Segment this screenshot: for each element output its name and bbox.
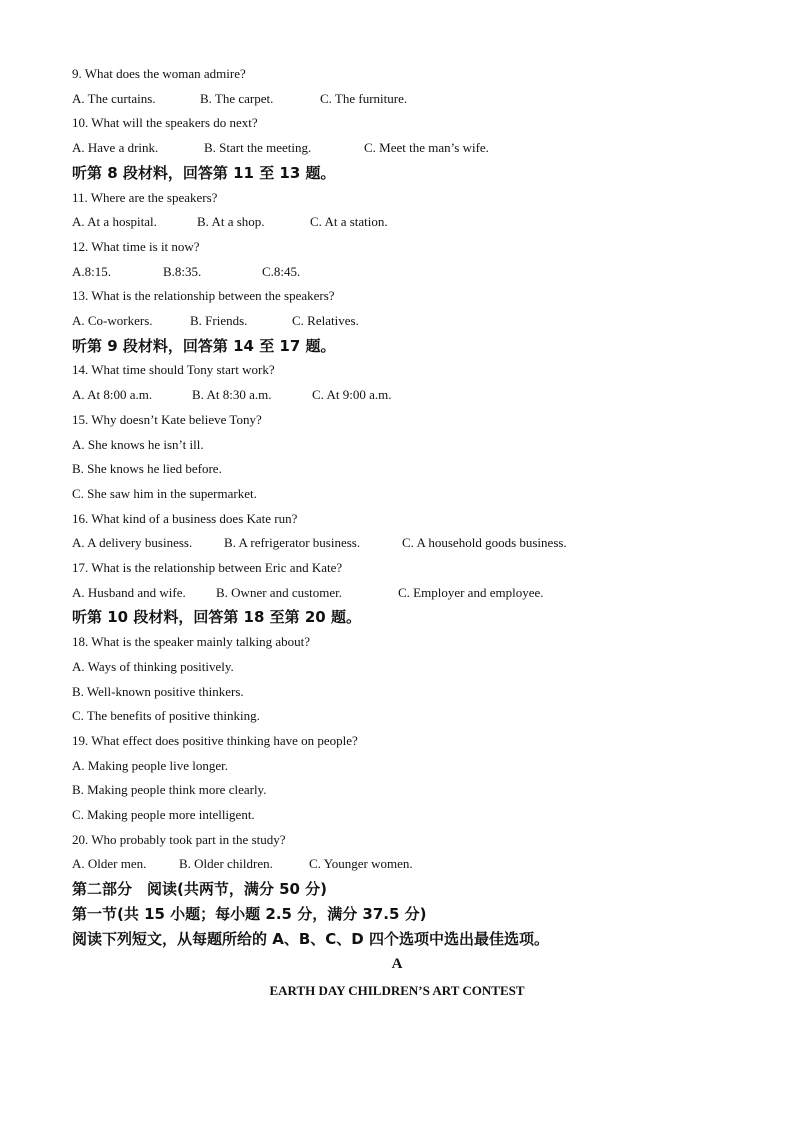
option-a: A. At a hospital.: [72, 214, 157, 229]
question-10-stem: 10. What will the speakers do next?: [72, 115, 258, 130]
option-c: C. Meet the man’s wife.: [364, 140, 489, 155]
option-c: C. Relatives.: [292, 313, 359, 328]
question-18-stem: 18. What is the speaker mainly talking about?: [72, 634, 311, 649]
question-13-stem: 13. What is the relationship between the speakers?: [72, 288, 335, 303]
option-c: C. Employer and employee.: [398, 585, 544, 600]
option-c: C. Younger women.: [309, 856, 413, 871]
option-a: A. At 8:00 a.m.: [72, 387, 153, 402]
option-b: B. Start the meeting.: [204, 140, 312, 155]
part-two-heading: 第二部分 阅读(共两节，满分 50 分): [72, 880, 328, 898]
option-b: B. Owner and customer.: [216, 585, 343, 600]
option-a: A. Husband and wife.: [72, 585, 186, 600]
option-c: C. At a station.: [310, 214, 388, 229]
option-b: B. At a shop.: [197, 214, 265, 229]
question-15-stem: 15. Why doesn’t Kate believe Tony?: [72, 412, 262, 427]
option-b: B. At 8:30 a.m.: [192, 387, 272, 402]
option-a: A. Have a drink.: [72, 140, 159, 155]
question-20-stem: 20. Who probably took part in the study?: [72, 832, 286, 847]
question-15-option-a: A. She knows he isn’t ill.: [72, 437, 204, 452]
option-c: C. At 9:00 a.m.: [312, 387, 392, 402]
option-a: A. Co-workers.: [72, 313, 153, 328]
question-19-option-b: B. Making people think more clearly.: [72, 782, 267, 797]
option-c: C. The furniture.: [320, 91, 408, 106]
option-b: B. Friends.: [190, 313, 248, 328]
question-18-option-a: A. Ways of thinking positively.: [72, 659, 234, 674]
option-b: B. A refrigerator business.: [224, 535, 361, 550]
option-a: A. A delivery business.: [72, 535, 193, 550]
section-heading-8: 听第 8 段材料，回答第 11 至 13 题。: [72, 164, 336, 182]
passage-letter: A: [391, 956, 403, 972]
question-15-option-b: B. She knows he lied before.: [72, 461, 222, 476]
question-18-option-c: C. The benefits of positive thinking.: [72, 708, 260, 723]
option-a: A.8:15.: [72, 264, 111, 279]
option-a: A. The curtains.: [72, 91, 156, 106]
reading-instructions: 阅读下列短文，从每题所给的 A、B、C、D 四个选项中选出最佳选项。: [72, 930, 549, 948]
question-18-option-b: B. Well-known positive thinkers.: [72, 684, 244, 699]
option-c: C. A household goods business.: [402, 535, 567, 550]
option-c: C.8:45.: [262, 264, 301, 279]
section-one-heading: 第一节(共 15 小题；每小题 2.5 分，满分 37.5 分): [72, 905, 427, 923]
question-19-option-c: C. Making people more intelligent.: [72, 807, 255, 822]
option-b: B. The carpet.: [200, 91, 274, 106]
option-b: B.8:35.: [163, 264, 202, 279]
section-heading-10: 听第 10 段材料，回答第 18 至第 20 题。: [72, 608, 361, 626]
question-19-option-a: A. Making people live longer.: [72, 758, 228, 773]
section-heading-9: 听第 9 段材料，回答第 14 至 17 题。: [72, 337, 336, 355]
question-14-stem: 14. What time should Tony start work?: [72, 362, 275, 377]
option-b: B. Older children.: [179, 856, 273, 871]
question-15-option-c: C. She saw him in the supermarket.: [72, 486, 257, 501]
passage-title: EARTH DAY CHILDREN’S ART CONTEST: [269, 983, 525, 998]
question-9-stem: 9. What does the woman admire?: [72, 66, 246, 81]
question-16-stem: 16. What kind of a business does Kate run?: [72, 511, 298, 526]
question-17-stem: 17. What is the relationship between Eric and Kate?: [72, 560, 343, 575]
question-19-stem: 19. What effect does positive thinking have on people?: [72, 733, 358, 748]
question-11-stem: 11. Where are the speakers?: [72, 190, 218, 205]
option-a: A. Older men.: [72, 856, 147, 871]
question-12-stem: 12. What time is it now?: [72, 239, 200, 254]
